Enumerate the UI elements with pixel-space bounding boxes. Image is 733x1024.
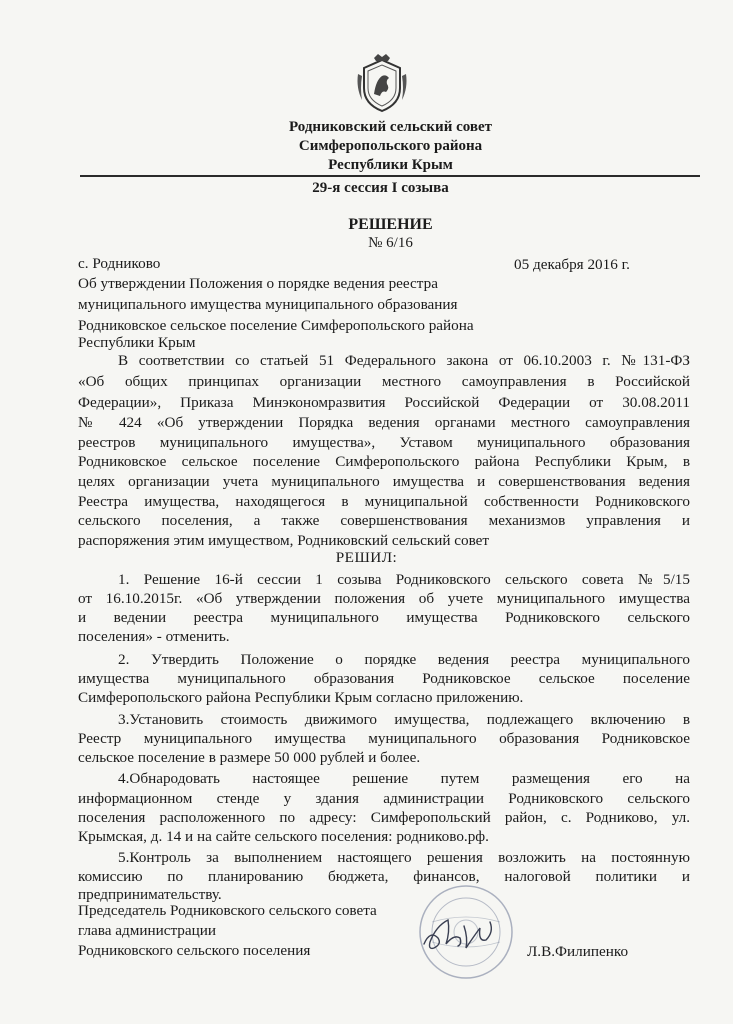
- preamble-line: Родниковское сельское поселение Симферопольского района Республики Крым, в: [78, 453, 690, 470]
- item-3-line: Реестр муниципального имущества муниципального образования Родниковское: [78, 730, 690, 747]
- item-1-line: 1. Решение 16-й сессии 1 созыва Родниковского сельского совета №5/15: [118, 571, 690, 588]
- document-place: с. Родниково: [78, 255, 161, 272]
- header-divider: [80, 175, 700, 177]
- item-3-line: 3.Установить стоимость движимого имущества, подлежащего включению в: [118, 711, 690, 728]
- preamble-line: Реестра имущества, находящегося в муниципальной собственности Родниковского: [78, 493, 690, 510]
- subject-line: Об утверждении Положения о порядке ведения реестра: [78, 275, 438, 292]
- preamble-line: реестров муниципального имущества», Уставом муниципального образования: [78, 434, 690, 451]
- item-3-line: сельское поселение в размере 50 000 рублей и более.: [78, 749, 421, 766]
- item-1-line: поселения» - отменить.: [78, 628, 230, 645]
- council-name: Родниковский сельский совет: [288, 119, 492, 135]
- preamble-line: сельского поселения, а также совершенствования механизмов управления и: [78, 512, 690, 529]
- item-2-line: Симферопольского района Республики Крым согласно приложению.: [78, 689, 524, 706]
- crimea-coat-of-arms-icon: [356, 54, 408, 114]
- item-4-line: Крымская, д. 14 и на сайте сельского поселения: родниково.рф.: [78, 828, 489, 845]
- item-2-line: имущества муниципального образования Родниковское сельское поселение: [78, 670, 690, 687]
- preamble-line: № 424 «Об утверждении Порядка ведения органами местного самоуправления: [78, 414, 690, 431]
- republic-name: Республики Крым: [328, 157, 453, 173]
- item-4-line: информационном стенде у здания администрации Родниковского сельского: [78, 790, 690, 807]
- item-2-line: 2. Утвердить Положение о порядке ведения реестра муниципального: [118, 651, 690, 668]
- subject-line: Республики Крым: [78, 334, 196, 351]
- document-number: № 6/16: [368, 235, 413, 251]
- item-1-line: и ведении реестра муниципального имущества Родниковского сельского: [78, 609, 690, 626]
- item-4-line: поселения расположенного по адресу: Симферопольский район, с. Родниково, ул.: [78, 809, 690, 826]
- signature-chair-title: Председатель Родниковского сельского совета: [78, 902, 377, 919]
- subject-line: муниципального имущества муниципального образования: [78, 296, 458, 313]
- preamble-line: «Об общих принципах организации местного самоуправления в Российской: [78, 373, 690, 390]
- signature-head-title: глава администрации: [78, 922, 217, 939]
- item-5-line: комиссию по планированию бюджета, финансов, налоговой политики и: [78, 868, 690, 885]
- subject-line: Родниковское сельское поселение Симферопольского района: [78, 317, 474, 334]
- item-1-line: от 16.10.2015г. «Об утверждении положения об учете муниципального имущества: [78, 590, 690, 607]
- item-5-line: 5.Контроль за выполнением настоящего решения возложить на постоянную: [118, 849, 690, 866]
- preamble-line: распоряжения этим имуществом, Родниковский сельский совет: [78, 532, 490, 549]
- document-date: 05 декабря 2016 г.: [514, 256, 630, 273]
- document-title: РЕШЕНИЕ: [348, 216, 433, 233]
- signatory-name: Л.В.Филипенко: [527, 943, 629, 960]
- resolved-heading: РЕШИЛ:: [335, 549, 398, 566]
- signature-settlement-title: Родниковского сельского поселения: [78, 942, 311, 959]
- district-name: Симферопольского района: [298, 138, 483, 154]
- item-4-line: 4.Обнародовать настоящее решение путем размещения его на: [118, 770, 690, 787]
- preamble-line: Федерации», Приказа Минэкономразвития Российской Федерации от 30.08.2011: [78, 394, 690, 411]
- item-5-line: предпринимательству.: [78, 886, 222, 903]
- preamble-line: В соответствии со статьей 51 Федерального закона от 06.10.2003 г. №131-ФЗ: [118, 352, 690, 369]
- session-label: 29-я сессия I созыва: [312, 180, 449, 196]
- preamble-line: целях организации учета муниципального имущества и совершенствования ведения: [78, 473, 690, 490]
